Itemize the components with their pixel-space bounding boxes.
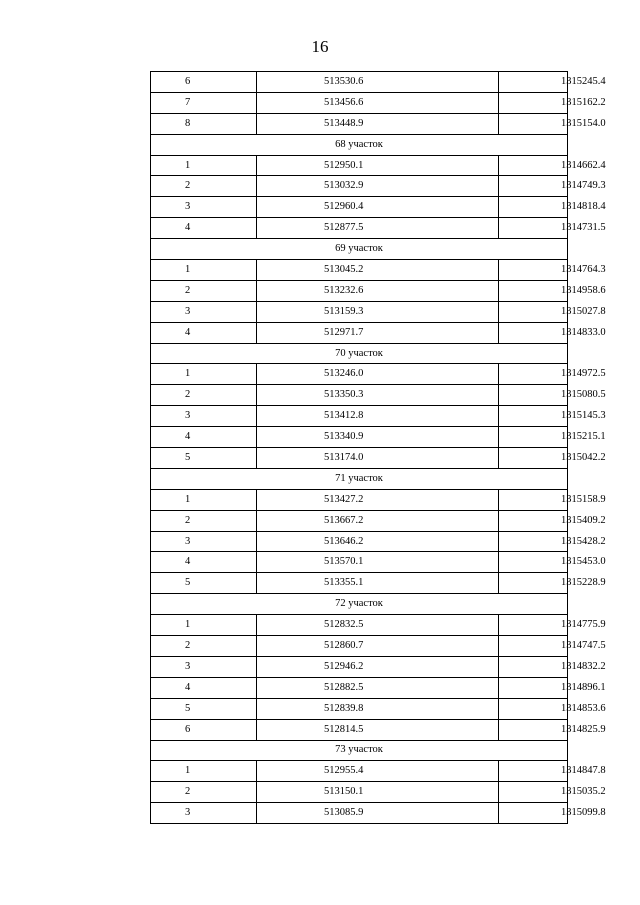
point-number-cell: 3 [151,301,257,322]
x-coordinate-cell: 513448.9 [257,113,499,134]
page-number: 16 [311,37,329,56]
x-coordinate-cell: 512832.5 [257,615,499,636]
x-coordinate-cell: 512814.5 [257,719,499,740]
x-coordinate-cell: 513350.3 [257,385,499,406]
point-number-cell: 2 [151,280,257,301]
y-coordinate-cell: 1314731.5 [499,218,568,239]
y-coordinate-cell: 1315154.0 [499,113,568,134]
table-row [151,385,568,406]
coordinates-table [150,71,606,824]
point-number-cell: 1 [151,489,257,510]
table-row [151,280,568,301]
x-coordinate-cell: 513085.9 [257,803,499,824]
table-row [151,573,568,594]
table-row [151,552,568,573]
table-row [151,803,568,824]
x-coordinate-cell: 513570.1 [257,552,499,573]
table-row [151,448,568,469]
y-coordinate-cell: 1315215.1 [499,427,568,448]
table-row [151,364,568,385]
x-coordinate-cell: 513667.2 [257,510,499,531]
x-coordinate-cell: 513456.6 [257,92,499,113]
table-row [151,782,568,803]
y-coordinate-cell: 1314958.6 [499,280,568,301]
table-row [151,531,568,552]
section-title: 69 участок [151,239,568,260]
point-number-cell: 4 [151,552,257,573]
y-coordinate-cell: 1315145.3 [499,406,568,427]
x-coordinate-cell: 512839.8 [257,698,499,719]
point-number-cell: 2 [151,385,257,406]
point-number-cell: 1 [151,260,257,281]
point-number-cell: 5 [151,448,257,469]
section-header-row [151,239,568,260]
y-coordinate-cell: 1315042.2 [499,448,568,469]
point-number-cell: 1 [151,761,257,782]
y-coordinate-cell: 1315035.2 [499,782,568,803]
section-title: 73 участок [151,740,568,761]
table-row [151,615,568,636]
point-number-cell: 1 [151,155,257,176]
point-number-cell: 4 [151,218,257,239]
section-title: 68 участок [151,134,568,155]
y-coordinate-cell: 1314818.4 [499,197,568,218]
table-row [151,197,568,218]
y-coordinate-cell: 1314847.8 [499,761,568,782]
table-row [151,427,568,448]
y-coordinate-cell: 1315453.0 [499,552,568,573]
point-number-cell: 4 [151,427,257,448]
table-row [151,656,568,677]
y-coordinate-cell: 1314972.5 [499,364,568,385]
x-coordinate-cell: 512960.4 [257,197,499,218]
point-number-cell: 2 [151,176,257,197]
x-coordinate-cell: 513232.6 [257,280,499,301]
x-coordinate-cell: 513045.2 [257,260,499,281]
x-coordinate-cell: 513340.9 [257,427,499,448]
x-coordinate-cell: 513412.8 [257,406,499,427]
section-title: 72 участок [151,594,568,615]
y-coordinate-cell: 1314832.2 [499,656,568,677]
x-coordinate-cell: 513355.1 [257,573,499,594]
x-coordinate-cell: 513646.2 [257,531,499,552]
x-coordinate-cell: 512946.2 [257,656,499,677]
x-coordinate-cell: 512955.4 [257,761,499,782]
section-title: 71 участок [151,468,568,489]
x-coordinate-cell: 512860.7 [257,636,499,657]
y-coordinate-cell: 1315162.2 [499,92,568,113]
x-coordinate-cell: 513032.9 [257,176,499,197]
table-row [151,489,568,510]
point-number-cell: 2 [151,782,257,803]
point-number-cell: 3 [151,406,257,427]
y-coordinate-cell: 1314749.3 [499,176,568,197]
y-coordinate-cell: 1314662.4 [499,155,568,176]
section-title: 70 участок [151,343,568,364]
table-row [151,406,568,427]
table-row [151,677,568,698]
x-coordinate-cell: 512877.5 [257,218,499,239]
table-row [151,510,568,531]
point-number-cell: 4 [151,677,257,698]
y-coordinate-cell: 1315080.5 [499,385,568,406]
point-number-cell: 6 [151,72,257,93]
x-coordinate-cell: 512882.5 [257,677,499,698]
point-number-cell: 7 [151,92,257,113]
x-coordinate-cell: 513530.6 [257,72,499,93]
y-coordinate-cell: 1315409.2 [499,510,568,531]
y-coordinate-cell: 1315228.9 [499,573,568,594]
point-number-cell: 2 [151,636,257,657]
table-row [151,719,568,740]
point-number-cell: 5 [151,573,257,594]
section-header-row [151,594,568,615]
point-number-cell: 3 [151,197,257,218]
section-header-row [151,343,568,364]
y-coordinate-cell: 1314833.0 [499,322,568,343]
y-coordinate-cell: 1315245.4 [499,72,568,93]
table-row [151,72,568,93]
point-number-cell: 3 [151,803,257,824]
x-coordinate-cell: 513159.3 [257,301,499,322]
point-number-cell: 8 [151,113,257,134]
point-number-cell: 6 [151,719,257,740]
section-header-row [151,134,568,155]
x-coordinate-cell: 512950.1 [257,155,499,176]
table-row [151,636,568,657]
y-coordinate-cell: 1315158.9 [499,489,568,510]
table-row [151,301,568,322]
table-row [151,113,568,134]
x-coordinate-cell: 513246.0 [257,364,499,385]
point-number-cell: 1 [151,364,257,385]
x-coordinate-cell: 513174.0 [257,448,499,469]
point-number-cell: 4 [151,322,257,343]
y-coordinate-cell: 1314747.5 [499,636,568,657]
point-number-cell: 3 [151,531,257,552]
y-coordinate-cell: 1314896.1 [499,677,568,698]
table-row [151,698,568,719]
table-row [151,155,568,176]
y-coordinate-cell: 1315428.2 [499,531,568,552]
y-coordinate-cell: 1314825.9 [499,719,568,740]
point-number-cell: 5 [151,698,257,719]
y-coordinate-cell: 1314853.6 [499,698,568,719]
y-coordinate-cell: 1315099.8 [499,803,568,824]
x-coordinate-cell: 512971.7 [257,322,499,343]
point-number-cell: 3 [151,656,257,677]
point-number-cell: 1 [151,615,257,636]
point-number-cell: 2 [151,510,257,531]
table-row [151,176,568,197]
coordinates-table-body [151,72,606,824]
x-coordinate-cell: 513427.2 [257,489,499,510]
section-header-row [151,740,568,761]
section-header-row [151,468,568,489]
table-row [151,218,568,239]
x-coordinate-cell: 513150.1 [257,782,499,803]
y-coordinate-cell: 1314764.3 [499,260,568,281]
table-row [151,322,568,343]
y-coordinate-cell: 1315027.8 [499,301,568,322]
table-row [151,260,568,281]
y-coordinate-cell: 1314775.9 [499,615,568,636]
table-row [151,761,568,782]
table-row [151,92,568,113]
